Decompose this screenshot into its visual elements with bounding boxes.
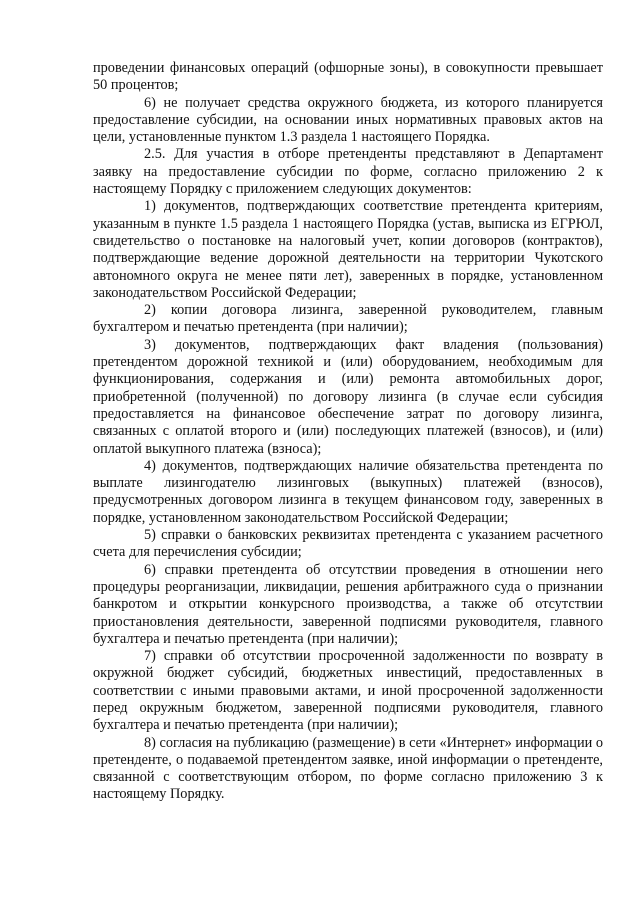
- paragraph-doc-item-3: 3) документов, подтверждающих факт владения (пользования) претендентом дорожной техникой и (или) оборудованием, необходимым для функционирования, содержания и (или) ремонта автомобильных дорог, приобретенной (полученной) по договору лизинга (в случае если субсидия предоставляется на финансовое обеспечение затрат по договору лизинга, связанных с оплатой второго и (или) последующих платежей (взносов), и (или) оплатой выкупного платежа (взноса);: [93, 336, 603, 457]
- paragraph-doc-item-8: 8) согласия на публикацию (размещение) в сети «Интернет» информации о претенденте, о подаваемой претендентом заявке, иной информации о претенденте, связанной с соответствующим отбором, по форме согласно приложению 3 к настоящему Порядку.: [93, 734, 603, 803]
- paragraph-doc-item-7: 7) справки об отсутствии просроченной задолженности по возврату в окружной бюджет субсидий, бюджетных инвестиций, предоставленных в соответствии с иными правовыми актами, и иной просроченной задолженности перед окружным бюджетом, заверенной подписями руководителя, главного бухгалтера и печатью претендента (при наличии);: [93, 648, 603, 734]
- document-body: [93, 60, 603, 804]
- paragraph-section-2-5: 2.5. Для участия в отборе претенденты представляют в Департамент заявку на предоставление субсидии по форме, согласно приложению 2 к настоящему Порядку с приложением следующих документов:: [93, 146, 603, 198]
- paragraph-doc-item-6: 6) справки претендента об отсутствии проведения в отношении него процедуры реорганизации, ликвидации, решения арбитражного суда о признании банкротом и открытии конкурсного производства, а также об отсутствии приостановления деятельности, заверенной подписями руководителя, главного бухгалтера и печатью претендента (при наличии);: [93, 561, 603, 647]
- paragraph-doc-item-1: 1) документов, подтверждающих соответствие претендента критериям, указанным в пункте 1.5 раздела 1 настоящего Порядка (устав, выписка из ЕГРЮЛ, свидетельство о постановке на налоговый учет, копии договоров (контрактов), подтверждающие ведение дорожной деятельности на территории Чукотского автономного округа не менее пяти лет), заверенных в порядке, установленном законодательством Российской Федерации;: [93, 198, 603, 301]
- paragraph-doc-item-2: 2) копии договора лизинга, заверенной руководителем, главным бухгалтером и печатью претендента (при наличии);: [93, 302, 603, 336]
- paragraph-item-6-budget-funds: 6) не получает средства окружного бюджета, из которого планируется предоставление субсидии, на основании иных нормативных правовых актов на цели, установленные пунктом 1.3 раздела 1 настоящего Порядка.: [93, 94, 603, 146]
- paragraph-continuation: проведении финансовых операций (офшорные зоны), в совокупности превышает 50 процентов;: [93, 60, 603, 94]
- paragraph-doc-item-5: 5) справки о банковских реквизитах претендента с указанием расчетного счета для перечисления субсидии;: [93, 527, 603, 561]
- paragraph-doc-item-4: 4) документов, подтверждающих наличие обязательства претендента по выплате лизингодателю лизинговых (выкупных) платежей (взносов), предусмотренных договором лизинга в текущем финансовом году, заверенных в порядке, установленном законодательством Российской Федерации;: [93, 457, 603, 526]
